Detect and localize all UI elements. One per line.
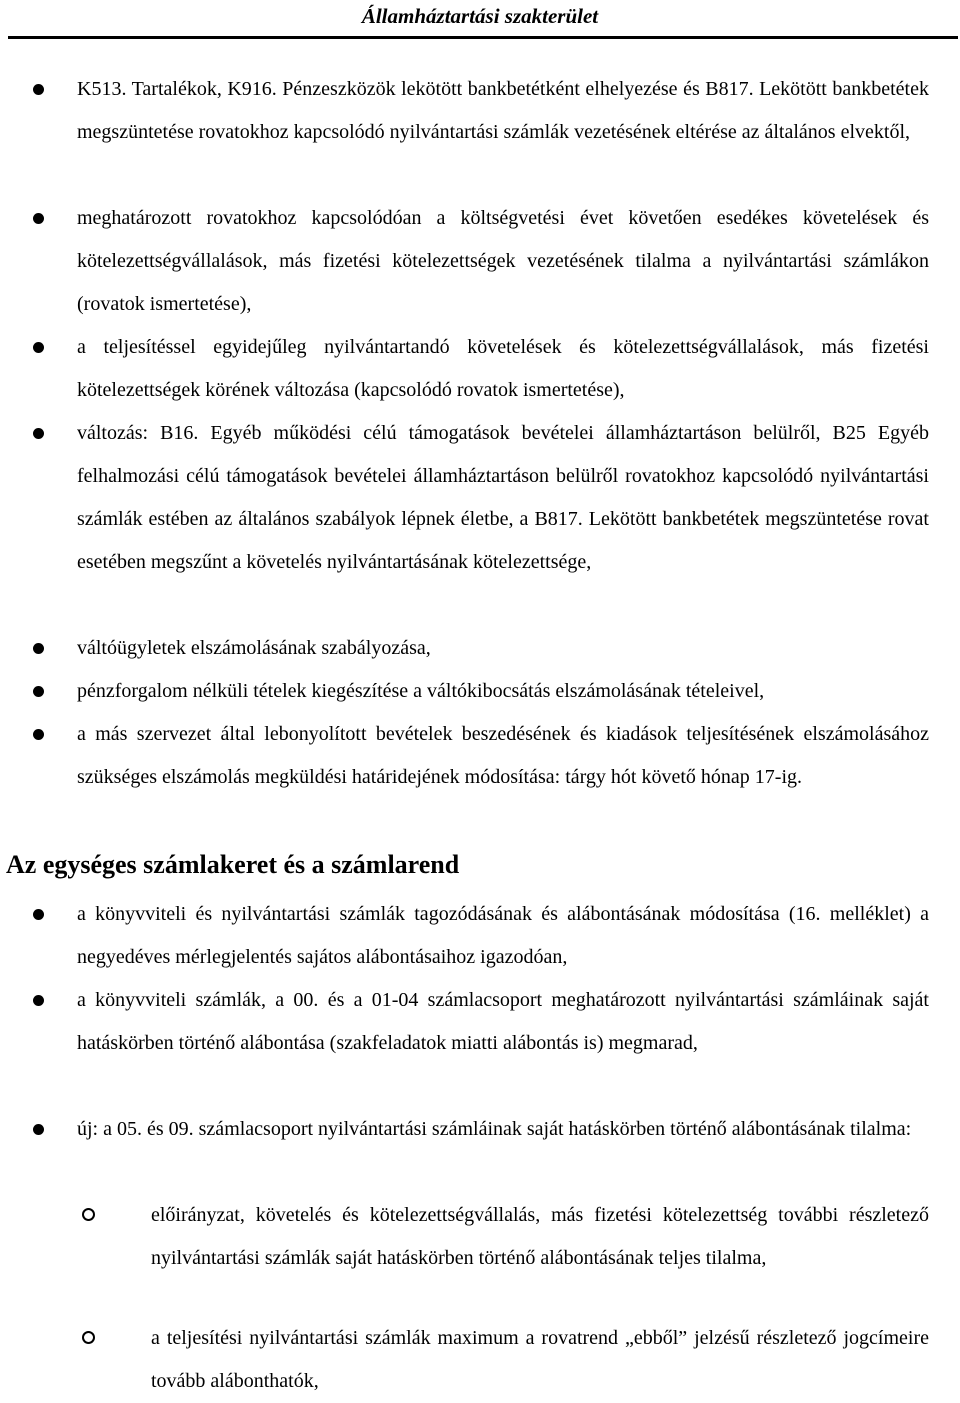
list-item: a könyvviteli és nyilvántartási számlák tagozódásának és alábontásának módosítása (16. melléklet) a negyedéves mérlegjelentés sajátos alábontásaihoz igazodóan, [77,903,929,968]
hollow-bullet-icon [82,1208,95,1221]
header-title: Államháztartási szakterület [361,4,599,28]
list-item: meghatározott rovatokhoz kapcsolódóan a költségvetési évet követően esedékes követelések és kötelezettségvállalások, más fizetési kötelezettségek vezetésének tilalma a nyilvántartási számlákon (rovatok ismertetése), [77,207,929,315]
list-item: pénzforgalom nélküli tételek kiegészítése a váltókibocsátás elszámolásának tételeivel, [77,680,765,702]
list-item: váltóügyletek elszámolásának szabályozása, [77,637,431,659]
bullet-icon [33,428,44,439]
hollow-bullet-icon [82,1331,95,1344]
list-item: a más szervezet által lebonyolított bevételek beszedésének és kiadások teljesítésének elszámolásához szükséges elszámolás megküldési határidejének módosítása: tárgy hót követő hónap 17-ig. [77,723,929,788]
bullet-icon [33,1124,44,1135]
bullet-icon [33,686,44,697]
header-rule [8,36,958,39]
list-item: K513. Tartalékok, K916. Pénzeszközök lekötött bankbetétként elhelyezése és B817. Lekötött bankbetétek megszüntetése rovatokhoz kapcsolódó nyilvántartási számlák vezetésének eltérése az általános elvektől, [77,78,929,143]
list-item: új: a 05. és 09. számlacsoport nyilvántartási számláinak saját hatáskörben történő alábontásának tilalma: [77,1118,912,1140]
section-heading: Az egységes számlakeret és a számlarend [6,850,460,879]
sub-list-item: a teljesítési nyilvántartási számlák maximum a rovatrend „ebből” jelzésű részletező jogcímeire tovább alábonthatók, [151,1327,929,1392]
bullet-icon [33,342,44,353]
bullet-icon [33,909,44,920]
bullet-icon [33,84,44,95]
bullet-icon [33,643,44,654]
list-item: változás: B16. Egyéb működési célú támogatások bevételei államháztartáson belülről, B25 Egyéb felhalmozási célú támogatások bevételei államháztartáson belülről rovatokhoz kapcsolódó nyilvántartási számlák estében az általános szabályok lépnek életbe, a B817. Lekötött bankbetétek megszüntetése rovat esetében megszűnt a követelés nyilvántartásának kötelezettsége, [77,422,929,573]
page-header [0,0,960,40]
sub-list-item: előirányzat, követelés és kötelezettségvállalás, más fizetési kötelezettség további részletező nyilvántartási számlák saját hatáskörben történő alábontásának teljes tilalma, [151,1204,929,1269]
bullet-icon [33,213,44,224]
bullet-icon [33,729,44,740]
list-item: a könyvviteli számlák, a 00. és a 01-04 számlacsoport meghatározott nyilvántartási számláinak saját hatáskörben történő alábontása (szakfeladatok miatti alábontás is) megmarad, [77,989,929,1054]
list-item: a teljesítéssel egyidejűleg nyilvántartandó követelések és kötelezettségvállalások, más fizetési kötelezettségek körének változása (kapcsolódó rovatok ismertetése), [77,336,929,401]
bullet-icon [33,995,44,1006]
